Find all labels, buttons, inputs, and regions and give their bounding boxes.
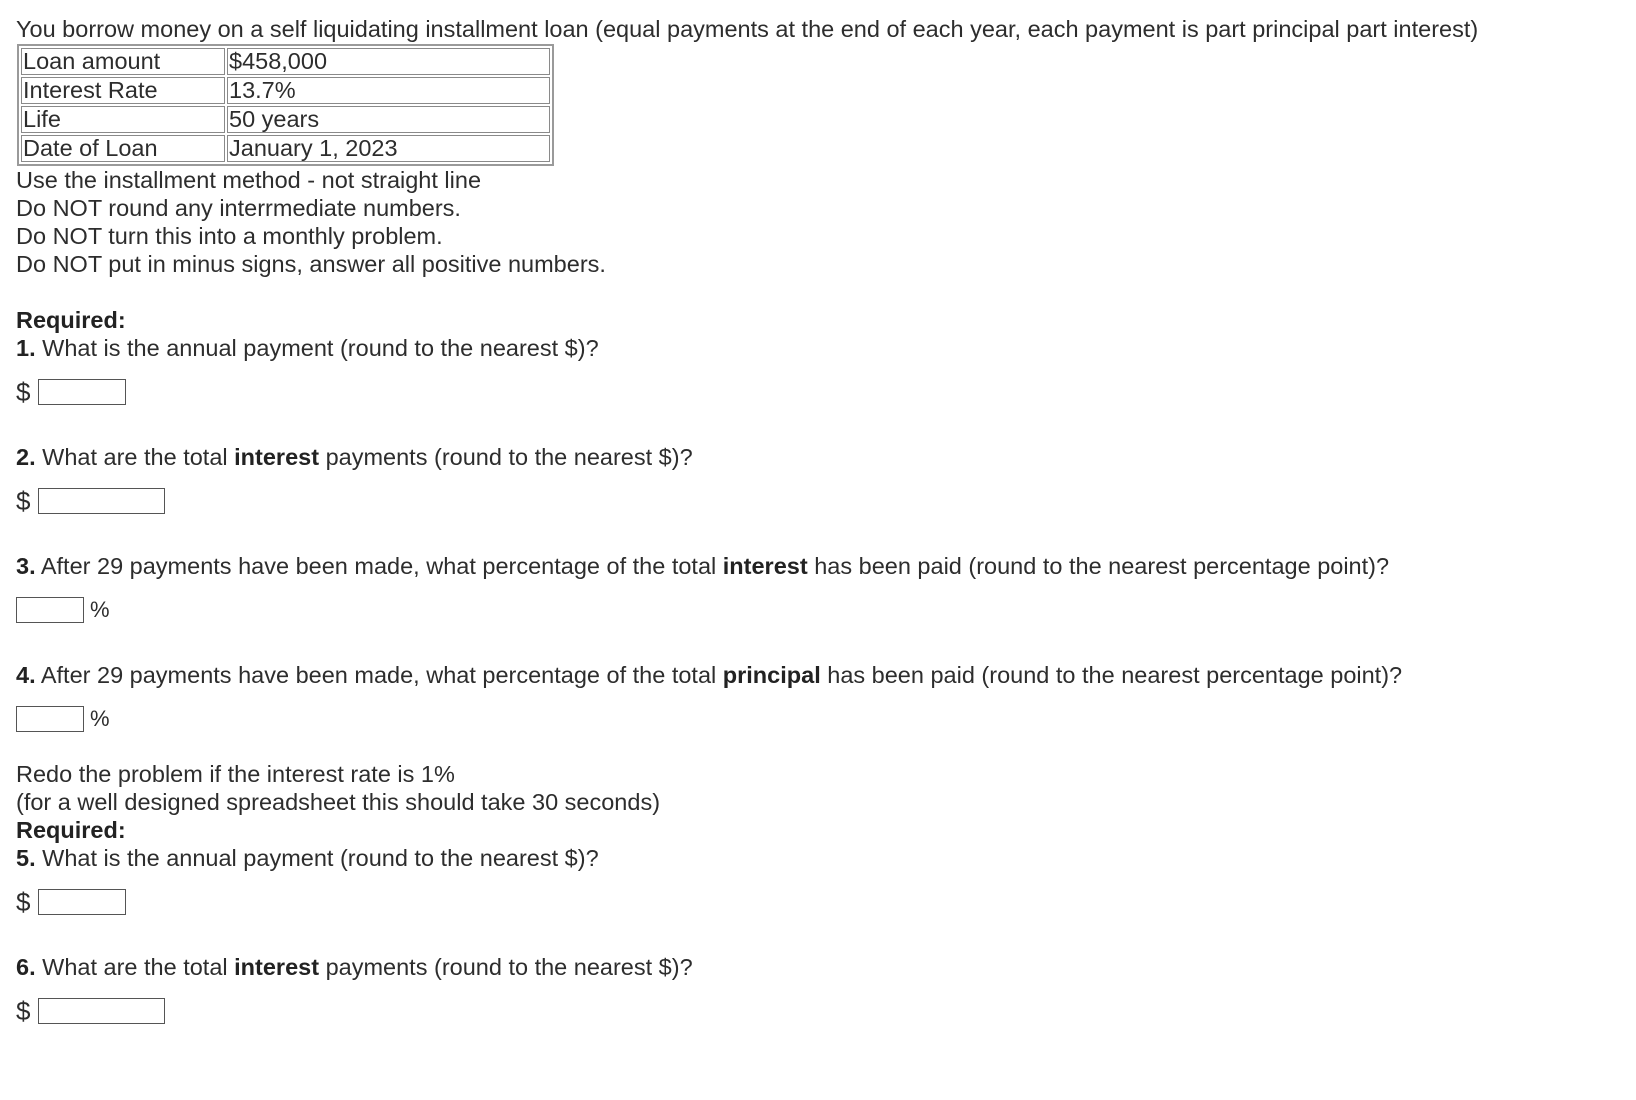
question-text: What is the annual payment (round to the nearest $)? — [35, 844, 599, 871]
question-number: 6. — [16, 953, 36, 980]
redo-instructions — [16, 760, 1616, 844]
dollar-sign: $ — [16, 995, 31, 1026]
question-5 — [16, 844, 1616, 873]
required-heading: Required: — [16, 306, 126, 333]
instructions — [16, 166, 1616, 278]
loan-amount-value: $458,000 — [227, 48, 550, 75]
redo-line: Redo the problem if the interest rate is 1% — [16, 760, 455, 787]
life-value: 50 years — [227, 106, 550, 133]
question-page — [16, 16, 1616, 1027]
percent-sign: % — [90, 705, 110, 731]
answer-3-row — [16, 594, 1616, 626]
note-line: Use the installment method - not straight line — [16, 166, 482, 193]
question-number: 4. — [16, 661, 36, 688]
question-3: 3. After 29 payments have been made, what percentage of the total interest has been paid (round to the nearest percentage point)? — [16, 552, 1390, 579]
answer-4-input[interactable] — [16, 706, 84, 732]
question-text: What is the annual payment (round to the nearest $)? — [35, 334, 599, 361]
answer-4-row — [16, 703, 1616, 735]
interest-rate-value: 13.7% — [227, 77, 550, 104]
dollar-sign: $ — [16, 485, 31, 516]
percent-sign: % — [90, 596, 110, 622]
dollar-sign: $ — [16, 376, 31, 407]
note-line: Do NOT put in minus signs, answer all positive numbers. — [16, 250, 606, 277]
question-2: 2. What are the total interest payments (round to the nearest $)? — [16, 443, 693, 470]
note-line: Do NOT turn this into a monthly problem. — [16, 222, 443, 249]
answer-1-input[interactable] — [38, 379, 126, 405]
question-number: 5. — [16, 844, 36, 871]
life-label: Life — [21, 106, 225, 133]
answer-2-input[interactable] — [38, 488, 165, 514]
answer-5-input[interactable] — [38, 889, 126, 915]
loan-details-table — [17, 44, 554, 166]
question-6: 6. What are the total interest payments (round to the nearest $)? — [16, 953, 693, 980]
answer-3-input[interactable] — [16, 597, 84, 623]
answer-1-row — [16, 376, 1616, 408]
answer-6-row — [16, 995, 1616, 1027]
date-of-loan-label: Date of Loan — [21, 135, 225, 162]
interest-rate-label: Interest Rate — [21, 77, 225, 104]
table-row — [21, 48, 550, 75]
note-line: Do NOT round any interrmediate numbers. — [16, 194, 461, 221]
answer-6-input[interactable] — [38, 998, 165, 1024]
question-number: 1. — [16, 334, 36, 361]
intro-text: You borrow money on a self liquidating installment loan (equal payments at the end of each year, each payment is part principal part interest) — [16, 16, 1479, 42]
table-row — [21, 77, 550, 104]
question-number: 3. — [16, 552, 36, 579]
table-row — [21, 135, 550, 162]
question-4: 4. After 29 payments have been made, what percentage of the total principal has been paid (round to the nearest percentage point)? — [16, 661, 1403, 688]
redo-line: (for a well designed spreadsheet this should take 30 seconds) — [16, 788, 661, 815]
question-1 — [16, 334, 1616, 363]
answer-2-row — [16, 485, 1616, 517]
dollar-sign: $ — [16, 886, 31, 917]
table-row — [21, 106, 550, 133]
answer-5-row — [16, 886, 1616, 918]
date-of-loan-value: January 1, 2023 — [227, 135, 550, 162]
question-number: 2. — [16, 443, 36, 470]
loan-amount-label: Loan amount — [21, 48, 225, 75]
required-heading: Required: — [16, 816, 126, 843]
